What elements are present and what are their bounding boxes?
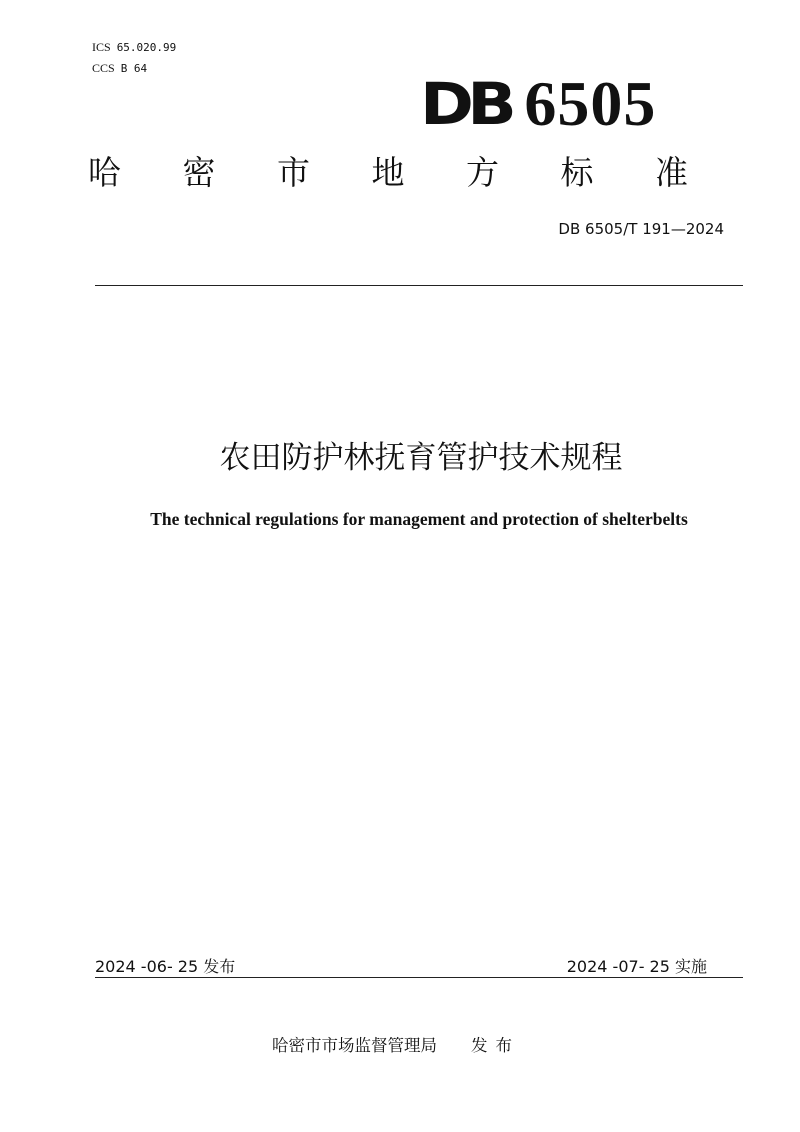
ics-code: 65.020.99 (116, 41, 177, 54)
release-date: 2024 -06- 25 发布 (95, 957, 236, 976)
standard-type-char: 地 (371, 153, 405, 192)
ccs-label: CCS (92, 61, 115, 75)
standard-type-char: 方 (466, 153, 499, 192)
db-logo-letters: DB (420, 70, 511, 138)
db-logo-number: 6505 (524, 68, 657, 139)
document-title-chinese: 农田防护林抚育管护技术规程 (219, 440, 623, 476)
db-logo (420, 68, 657, 139)
bottom-divider (95, 977, 743, 978)
standard-type-heading (88, 152, 688, 194)
issuer-line (272, 1036, 520, 1056)
document-title-english: The technical regulations for management and protection of shelterbelts (150, 509, 688, 529)
ics-label: ICS (92, 40, 111, 54)
standard-type-char: 哈 (88, 153, 121, 192)
issuer-name: 哈密市市场监督管理局 (272, 1036, 437, 1055)
standard-type-char: 准 (655, 153, 688, 192)
ics-classification (92, 40, 176, 55)
issuer-action: 发布 (471, 1036, 520, 1055)
ccs-code: B 64 (120, 62, 148, 75)
standard-code: DB 6505/T 191—2024 (558, 220, 724, 238)
standard-type-char: 市 (277, 153, 310, 192)
ccs-classification (92, 61, 147, 76)
implementation-date: 2024 -07- 25 实施 (566, 957, 707, 976)
standard-type-char: 标 (560, 153, 594, 192)
top-divider (95, 285, 743, 286)
standard-type-char: 密 (182, 153, 216, 192)
